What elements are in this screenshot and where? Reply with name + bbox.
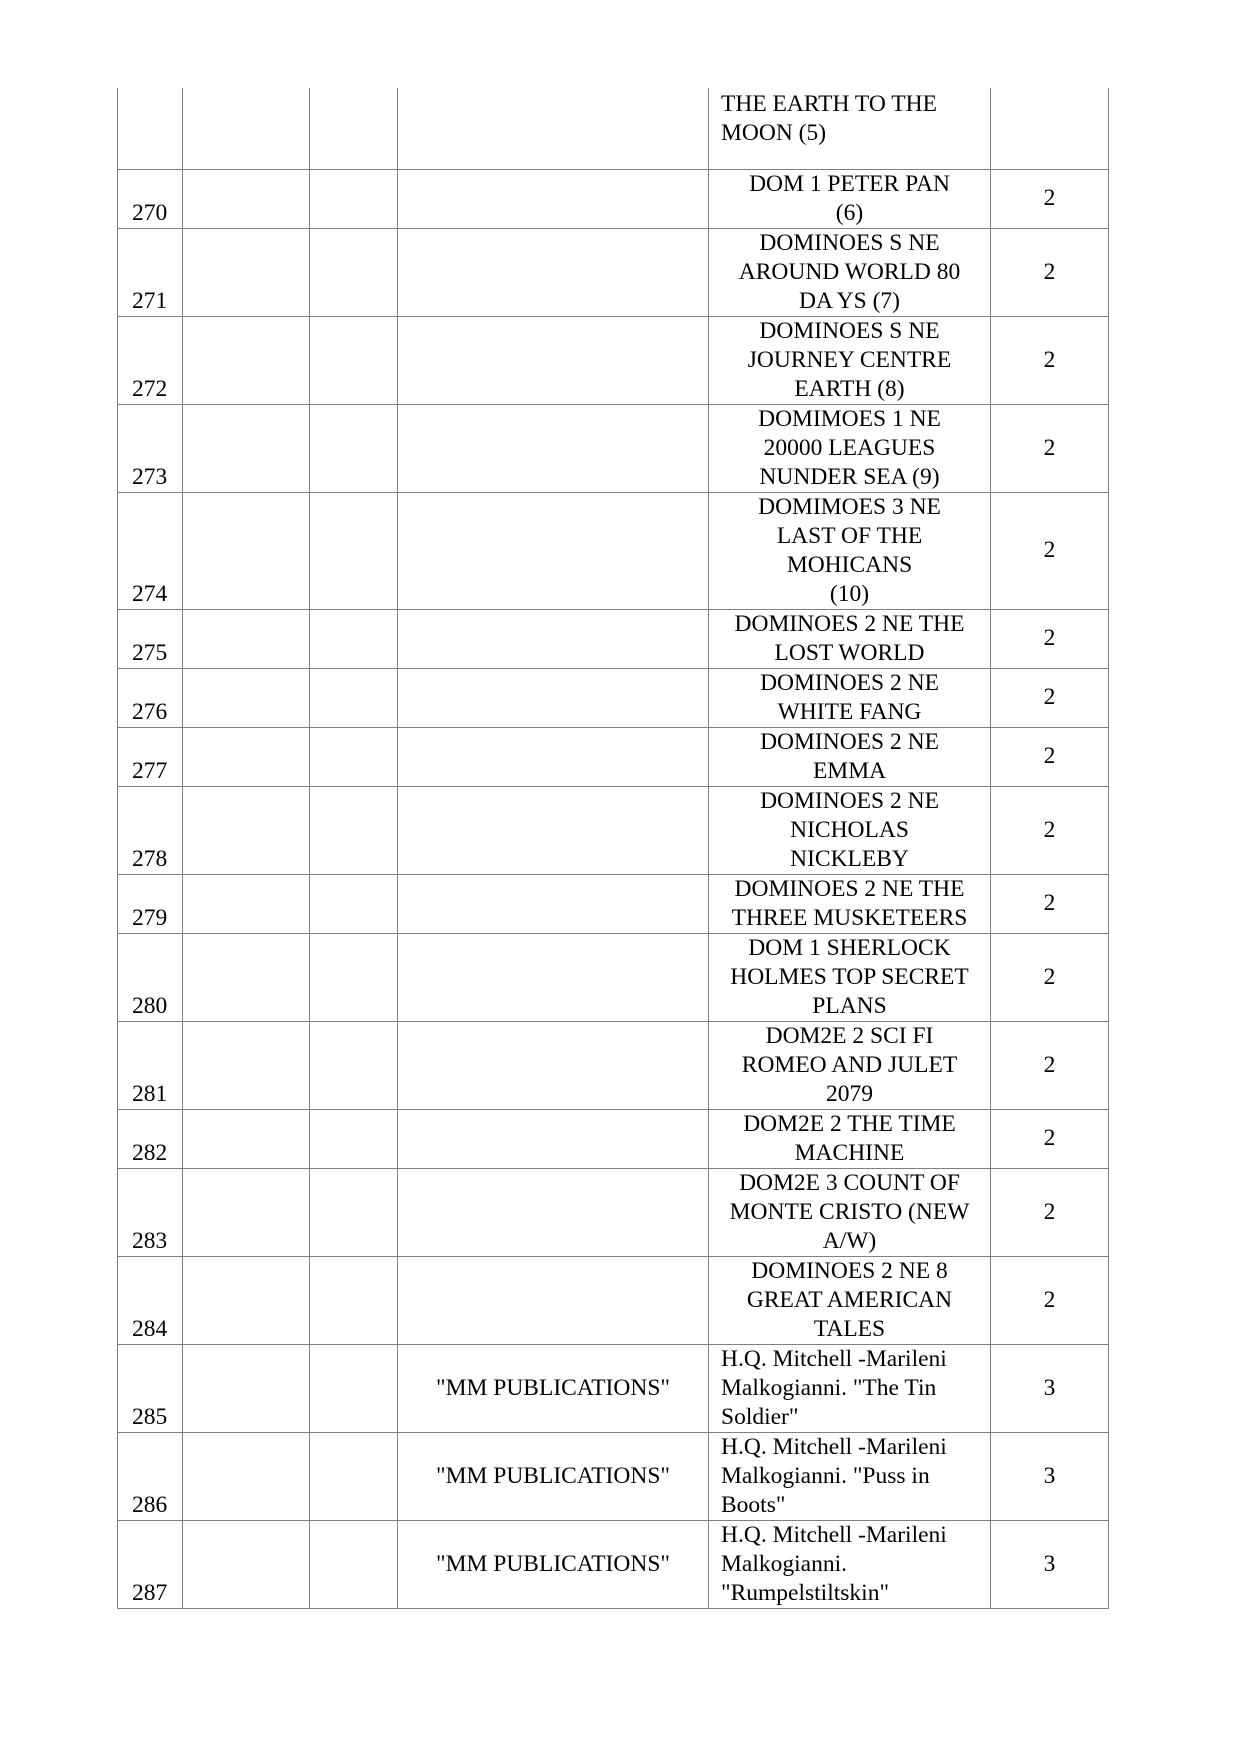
title-text: DOMIMOES 1 NE 20000 LEAGUES NUNDER SEA (9) [758,405,941,490]
row-number: 284 [132,1315,168,1342]
quantity-cell [991,1256,1109,1344]
publisher-text: "MM PUBLICATIONS" [436,1550,670,1577]
row-number: 286 [132,1491,168,1518]
title-text: DOMINOES 2 NE 8 GREAT AMERICAN TALES [746,1257,953,1342]
empty-cell [183,1256,310,1344]
title-cell [709,1021,991,1109]
empty-cell [183,727,310,786]
table-row [118,727,1109,786]
publisher-cell [398,88,709,169]
row-number: 273 [132,463,168,490]
title-cell [709,169,991,228]
title-cell [709,933,991,1021]
title-cell [709,786,991,874]
row-number: 281 [132,1080,168,1107]
publisher-cell [398,1256,709,1344]
row-number: 270 [132,199,168,226]
title-text: DOM 1 PETER PAN (6) [749,170,950,226]
row-number: 271 [132,287,168,314]
row-number: 274 [132,580,168,607]
title-text: DOMINOES 2 NE THE LOST WORLD [734,610,965,666]
row-number: 280 [132,992,168,1019]
empty-cell [310,1168,398,1256]
title-text: THE EARTH TO THE MOON (5) [721,91,937,146]
empty-cell [310,933,398,1021]
quantity-cell [991,786,1109,874]
quantity-value: 2 [1043,1125,1056,1151]
empty-cell [310,316,398,404]
quantity-cell [991,1168,1109,1256]
title-text: DOMINOES 2 NE EMMA [760,728,939,784]
publisher-cell [398,169,709,228]
empty-cell [310,668,398,727]
quantity-value: 3 [1043,1550,1056,1577]
title-cell [709,492,991,609]
empty-cell [183,1168,310,1256]
empty-cell [310,1520,398,1608]
title-cell [709,228,991,316]
row-number-cell [118,1520,183,1608]
quantity-cell [991,874,1109,933]
title-text: DOMINOES S NE AROUND WORLD 80 DA YS (7) [738,229,961,314]
quantity-value: 2 [1043,890,1056,916]
publisher-cell [398,668,709,727]
row-number-cell [118,404,183,492]
empty-cell [310,609,398,668]
publisher-text: "MM PUBLICATIONS" [436,1462,670,1489]
quantity-cell [991,492,1109,609]
quantity-cell [991,169,1109,228]
title-text: DOM 1 SHERLOCK HOLMES TOP SECRET PLANS [730,934,969,1019]
quantity-cell [991,316,1109,404]
publisher-cell [398,933,709,1021]
title-cell [709,404,991,492]
publisher-cell [398,609,709,668]
row-number-cell [118,492,183,609]
quantity-value: 2 [1043,258,1056,285]
row-number-cell [118,1344,183,1432]
publisher-cell [398,1520,709,1608]
table-row [118,1432,1109,1520]
publisher-cell [398,1168,709,1256]
title-cell [709,1432,991,1520]
table-row [118,1168,1109,1256]
title-text: H.Q. Mitchell -Marileni Malkogianni. "Rumpelstiltskin" [721,1521,947,1606]
row-number: 282 [132,1139,168,1166]
quantity-value: 2 [1043,346,1056,373]
inventory-table [117,88,1109,1609]
quantity-value: 2 [1043,1051,1056,1078]
empty-cell [310,492,398,609]
title-text: DOMIMOES 3 NE LAST OF THE MOHICANS (10) [758,493,941,607]
quantity-cell [991,1432,1109,1520]
title-text: DOMINOES 2 NE THE THREE MUSKETEERS [731,875,968,931]
table-row [118,228,1109,316]
row-number: 287 [132,1579,168,1606]
empty-cell [310,1344,398,1432]
title-cell [709,1109,991,1168]
quantity-cell [991,88,1109,169]
row-number-cell [118,316,183,404]
table-row [118,1109,1109,1168]
publisher-cell [398,1021,709,1109]
quantity-cell [991,1109,1109,1168]
table-row [118,609,1109,668]
table-row [118,1344,1109,1432]
title-cell [709,668,991,727]
table-row [118,1256,1109,1344]
empty-cell [183,933,310,1021]
table-row [118,169,1109,228]
quantity-value: 2 [1043,185,1056,211]
table-row [118,492,1109,609]
table-row [118,404,1109,492]
title-cell [709,874,991,933]
empty-cell [183,492,310,609]
quantity-value: 2 [1043,684,1056,710]
empty-cell [183,609,310,668]
empty-cell [183,786,310,874]
row-number-cell [118,933,183,1021]
row-number: 278 [132,845,168,872]
quantity-value: 2 [1043,743,1056,769]
table-row [118,1021,1109,1109]
publisher-cell [398,1109,709,1168]
publisher-cell [398,228,709,316]
row-number-cell [118,1432,183,1520]
title-cell [709,1168,991,1256]
quantity-cell [991,609,1109,668]
publisher-cell [398,786,709,874]
row-number-cell [118,169,183,228]
table-row [118,316,1109,404]
quantity-cell [991,668,1109,727]
empty-cell [183,668,310,727]
empty-cell [183,316,310,404]
quantity-value: 2 [1043,625,1056,651]
empty-cell [310,1432,398,1520]
empty-cell [310,228,398,316]
empty-cell [310,874,398,933]
title-text: DOM2E 2 THE TIME MACHINE [743,1110,956,1166]
empty-cell [183,88,310,169]
quantity-cell [991,727,1109,786]
row-number: 276 [132,698,168,725]
empty-cell [310,786,398,874]
row-number-cell [118,88,183,169]
table-row [118,88,1109,169]
title-cell [709,609,991,668]
title-text: DOM2E 3 COUNT OF MONTE CRISTO (NEW A/W) [729,1169,970,1254]
row-number-cell [118,609,183,668]
publisher-cell [398,404,709,492]
title-text: H.Q. Mitchell -Marileni Malkogianni. "Puss in Boots" [721,1433,947,1518]
title-cell [709,316,991,404]
empty-cell [183,228,310,316]
publisher-cell [398,1344,709,1432]
quantity-value: 2 [1043,963,1056,990]
quantity-cell [991,404,1109,492]
row-number: 285 [132,1403,168,1430]
quantity-value: 2 [1043,1286,1056,1313]
row-number-cell [118,1109,183,1168]
title-text: DOM2E 2 SCI FI ROMEO AND JULET 2079 [741,1022,958,1107]
empty-cell [183,874,310,933]
row-number-cell [118,1168,183,1256]
table-row [118,1520,1109,1608]
row-number: 283 [132,1227,168,1254]
empty-cell [183,169,310,228]
row-number: 275 [132,639,168,666]
publisher-cell [398,492,709,609]
quantity-cell [991,1520,1109,1608]
empty-cell [310,727,398,786]
row-number-cell [118,668,183,727]
empty-cell [310,404,398,492]
title-text: DOMINOES 2 NE WHITE FANG [760,669,939,725]
empty-cell [310,88,398,169]
table-body [118,88,1109,1608]
empty-cell [310,169,398,228]
empty-cell [183,404,310,492]
publisher-cell [398,316,709,404]
publisher-text: "MM PUBLICATIONS" [436,1374,670,1401]
publisher-cell [398,874,709,933]
table-row [118,933,1109,1021]
quantity-value: 3 [1043,1462,1056,1489]
empty-cell [310,1256,398,1344]
quantity-cell [991,1021,1109,1109]
row-number-cell [118,228,183,316]
title-text: H.Q. Mitchell -Marileni Malkogianni. "The Tin Soldier" [721,1345,947,1430]
table-row [118,786,1109,874]
table-row [118,874,1109,933]
row-number-cell [118,1021,183,1109]
quantity-cell [991,228,1109,316]
quantity-cell [991,933,1109,1021]
title-cell [709,1520,991,1608]
empty-cell [183,1021,310,1109]
empty-cell [183,1432,310,1520]
quantity-value: 3 [1043,1374,1056,1401]
title-cell [709,1256,991,1344]
row-number-cell [118,786,183,874]
title-text: DOMINOES 2 NE NICHOLAS NICKLEBY [760,787,939,872]
row-number: 279 [132,904,168,931]
title-cell [709,1344,991,1432]
quantity-cell [991,1344,1109,1432]
publisher-cell [398,1432,709,1520]
quantity-value: 2 [1043,1198,1056,1225]
empty-cell [310,1109,398,1168]
row-number-cell [118,727,183,786]
title-text: DOMINOES S NE JOURNEY CENTRE EARTH (8) [747,317,952,402]
empty-cell [310,1021,398,1109]
empty-cell [183,1520,310,1608]
row-number: 277 [132,757,168,784]
empty-cell [183,1109,310,1168]
title-cell [709,727,991,786]
row-number-cell [118,874,183,933]
publisher-cell [398,727,709,786]
title-cell [709,88,991,169]
quantity-value: 2 [1043,434,1056,461]
quantity-value: 2 [1043,816,1056,843]
row-number-cell [118,1256,183,1344]
quantity-value: 2 [1043,537,1056,563]
row-number: 272 [132,375,168,402]
table-row [118,668,1109,727]
empty-cell [183,1344,310,1432]
